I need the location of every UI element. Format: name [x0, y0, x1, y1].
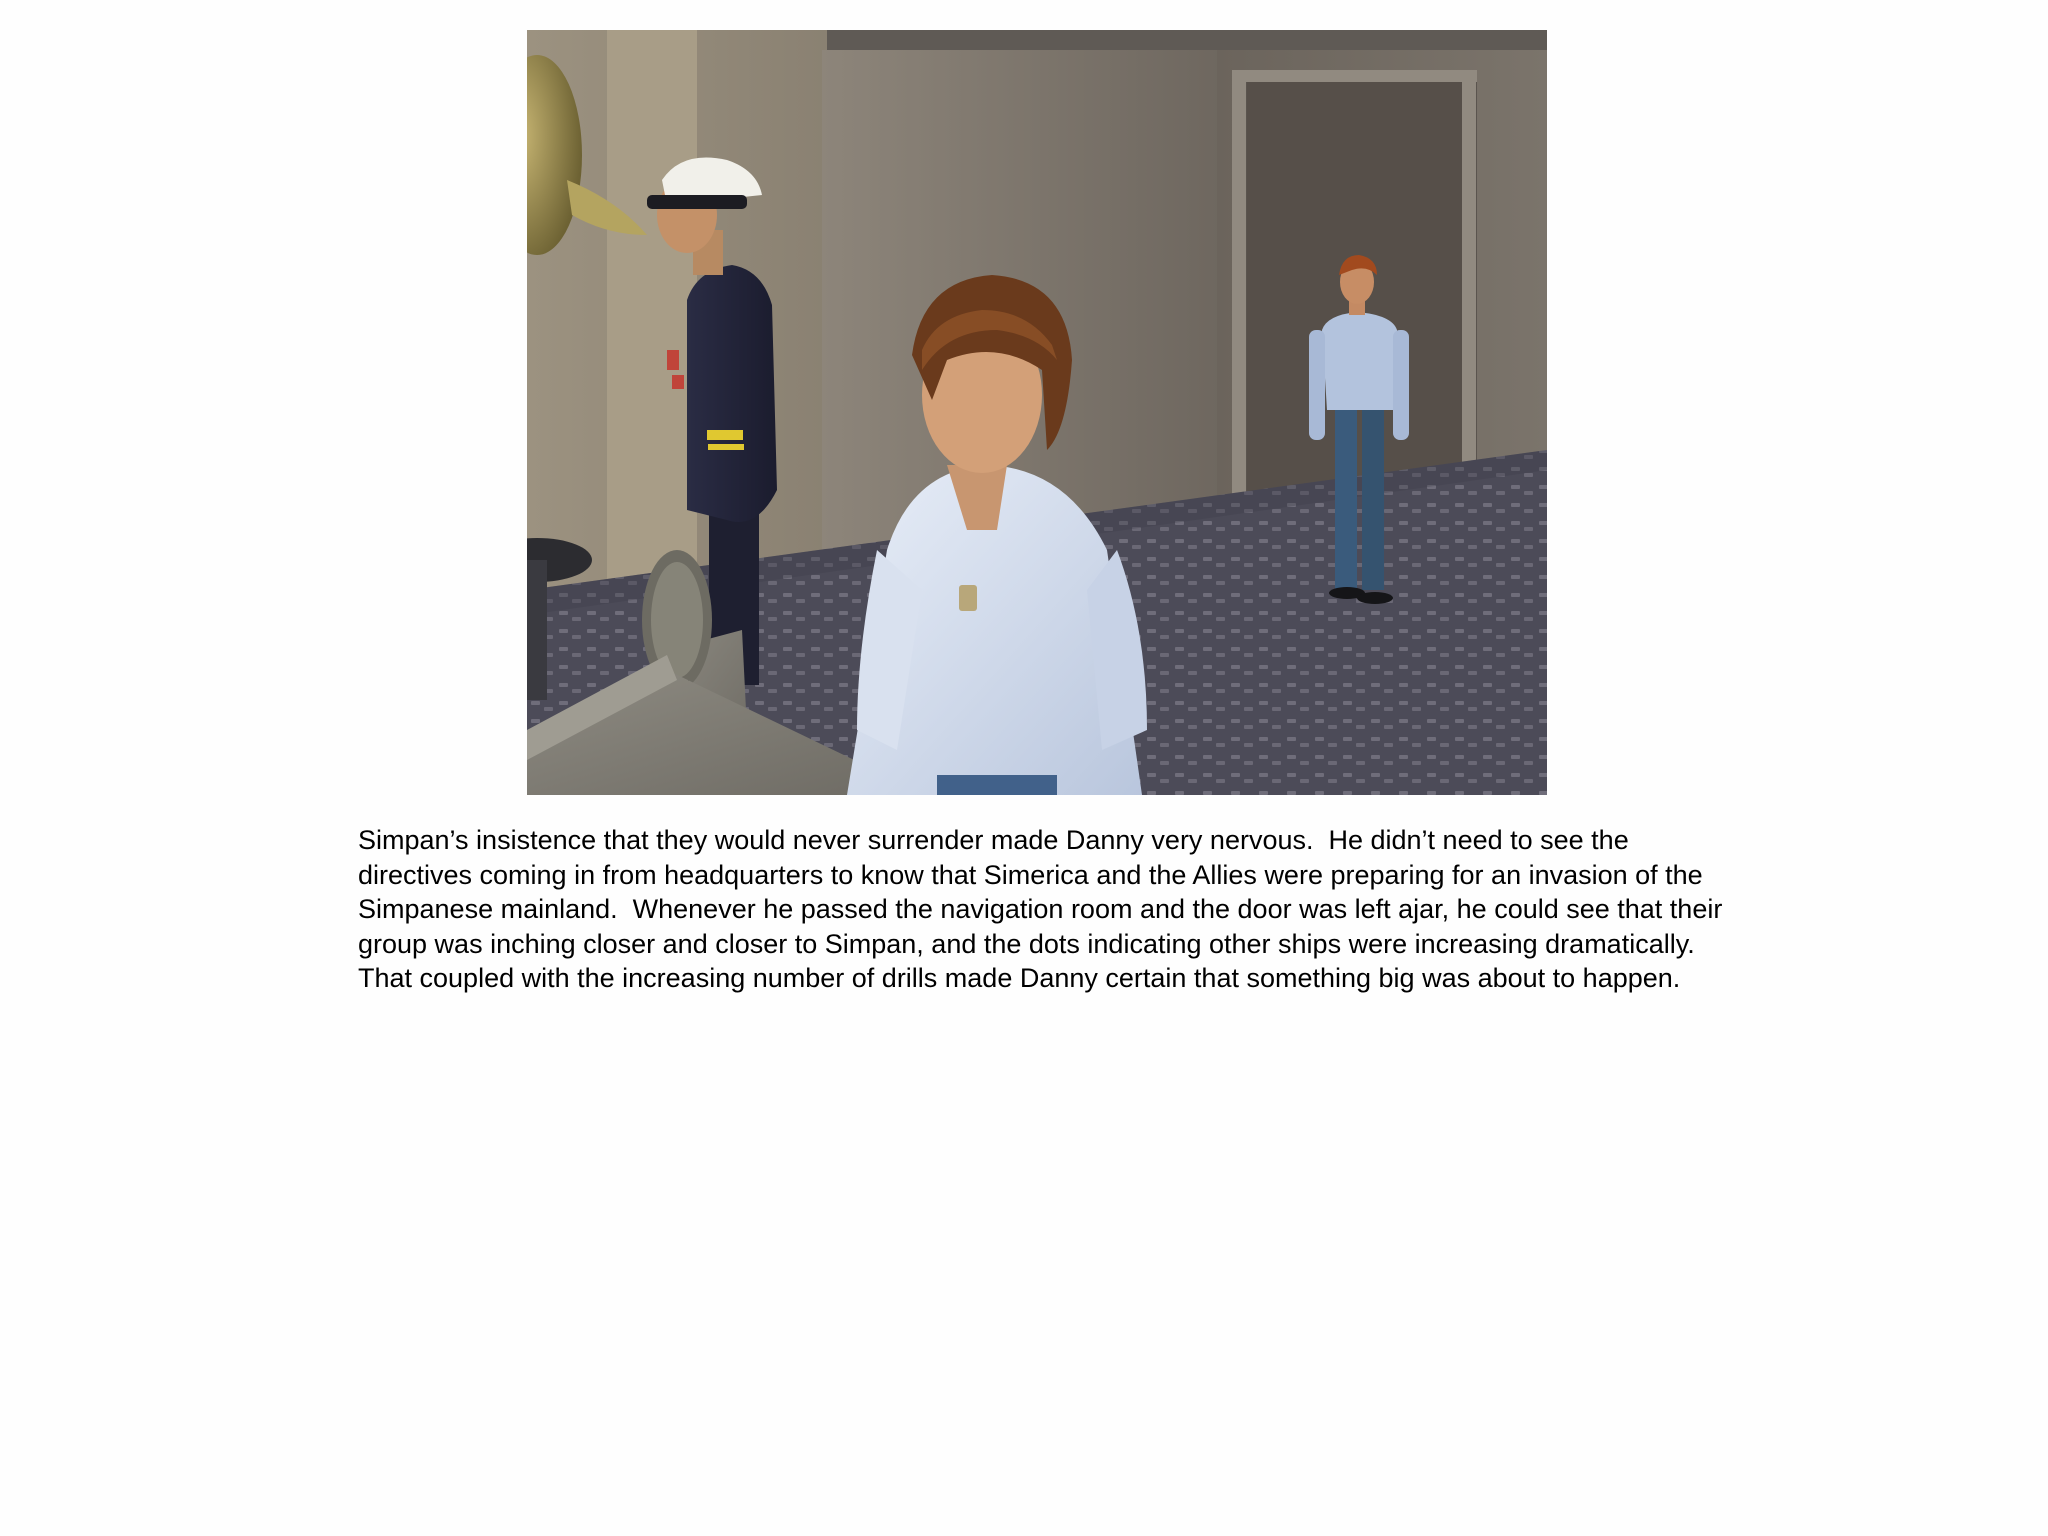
story-paragraph: Simpan’s insistence that they would never surrender made Danny very nervous. He didn’t need to see the directives coming in from headquarters to know that Simerica and the Allies were preparing for an invasion of the Simpanese mainland. Whenever he passed the navigation room and the door was left ajar, he could see that their group was inching closer and closer to Simpan, and the dots indicating other ships were increasing dramatically. That coupled with the increasing number of drills made Danny certain that something big was about to happen. [358, 825, 1730, 994]
scene-illustration [527, 30, 1547, 795]
